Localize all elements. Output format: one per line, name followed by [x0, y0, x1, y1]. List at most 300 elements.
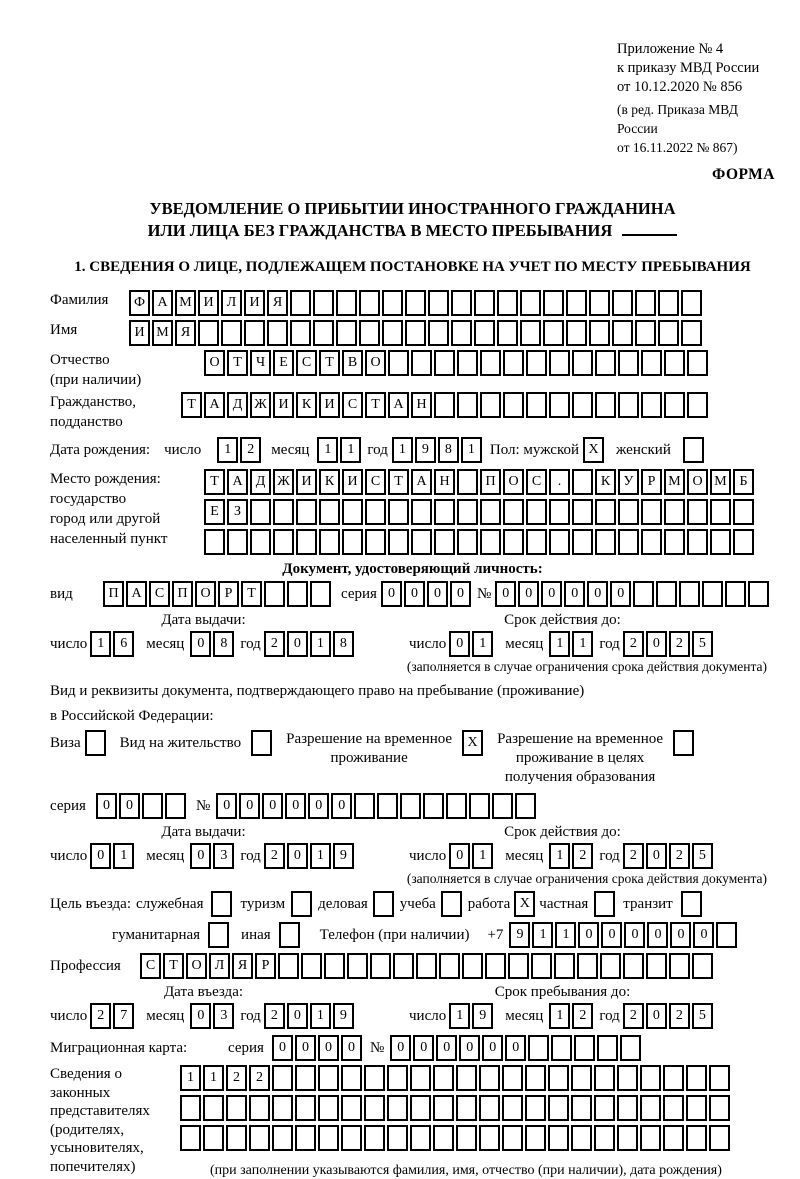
char-cell[interactable]: 0 [216, 793, 237, 819]
char-cell[interactable] [617, 1065, 638, 1091]
char-cell[interactable] [446, 793, 467, 819]
char-cell[interactable] [423, 793, 444, 819]
char-cell[interactable]: 0 [381, 581, 402, 607]
char-cell[interactable] [400, 793, 421, 819]
char-cell[interactable] [577, 953, 598, 979]
char-cell[interactable] [716, 922, 737, 948]
char-cell[interactable]: 0 [693, 922, 714, 948]
char-cell[interactable]: 0 [190, 843, 211, 869]
char-cell[interactable]: 2 [572, 1003, 593, 1029]
char-cell[interactable] [640, 1065, 661, 1091]
char-cell[interactable] [456, 1125, 477, 1151]
char-cell[interactable] [617, 1125, 638, 1151]
char-cell[interactable] [572, 469, 593, 495]
char-cell[interactable] [324, 953, 345, 979]
char-cell[interactable] [525, 1095, 546, 1121]
char-cell[interactable] [572, 350, 593, 376]
char-cell[interactable] [502, 1095, 523, 1121]
char-cell[interactable] [520, 320, 541, 346]
char-cell[interactable] [503, 499, 524, 525]
char-cell[interactable]: 0 [287, 843, 308, 869]
char-cell[interactable] [456, 1095, 477, 1121]
char-cell[interactable] [393, 953, 414, 979]
char-cell[interactable] [462, 953, 483, 979]
char-cell[interactable]: Я [267, 290, 288, 316]
char-cell[interactable] [410, 1065, 431, 1091]
char-cell[interactable] [733, 499, 754, 525]
char-cell[interactable] [433, 1095, 454, 1121]
char-cell[interactable] [681, 290, 702, 316]
char-cell[interactable] [612, 290, 633, 316]
char-cell[interactable]: 0 [90, 843, 111, 869]
char-cell[interactable]: Б [733, 469, 754, 495]
char-cell[interactable]: Т [227, 350, 248, 376]
char-cell[interactable] [457, 469, 478, 495]
char-cell[interactable]: Е [273, 350, 294, 376]
char-cell[interactable] [549, 350, 570, 376]
char-cell[interactable]: А [204, 392, 225, 418]
char-cell[interactable] [595, 499, 616, 525]
char-cell[interactable]: Ф [129, 290, 150, 316]
char-cell[interactable]: К [296, 392, 317, 418]
char-cell[interactable]: 6 [113, 631, 134, 657]
char-cell[interactable] [709, 1095, 730, 1121]
char-cell[interactable] [748, 581, 769, 607]
char-cell[interactable]: 2 [264, 1003, 285, 1029]
char-cell[interactable] [571, 1125, 592, 1151]
char-cell[interactable] [359, 290, 380, 316]
char-cell[interactable] [479, 1065, 500, 1091]
char-cell[interactable] [250, 499, 271, 525]
char-cell[interactable] [572, 529, 593, 555]
char-cell[interactable]: Д [250, 469, 271, 495]
char-cell[interactable] [710, 499, 731, 525]
char-cell[interactable]: . [549, 469, 570, 495]
char-cell[interactable]: Н [411, 392, 432, 418]
char-cell[interactable]: С [365, 469, 386, 495]
char-cell[interactable]: 0 [449, 631, 470, 657]
char-cell[interactable]: П [480, 469, 501, 495]
char-cell[interactable] [474, 290, 495, 316]
char-cell[interactable] [226, 1125, 247, 1151]
char-cell[interactable]: 0 [390, 1035, 411, 1061]
char-cell[interactable] [641, 529, 662, 555]
char-cell[interactable]: 2 [226, 1065, 247, 1091]
char-cell[interactable] [250, 529, 271, 555]
char-cell[interactable] [480, 392, 501, 418]
purpose-transit-checkbox[interactable] [681, 891, 702, 917]
char-cell[interactable]: О [195, 581, 216, 607]
char-cell[interactable]: Н [434, 469, 455, 495]
char-cell[interactable] [594, 1095, 615, 1121]
char-cell[interactable] [594, 1065, 615, 1091]
char-cell[interactable]: В [342, 350, 363, 376]
char-cell[interactable]: 2 [669, 843, 690, 869]
char-cell[interactable] [681, 320, 702, 346]
char-cell[interactable]: 0 [505, 1035, 526, 1061]
char-cell[interactable]: Ж [273, 469, 294, 495]
char-cell[interactable] [502, 1065, 523, 1091]
char-cell[interactable] [457, 499, 478, 525]
char-cell[interactable] [226, 1095, 247, 1121]
char-cell[interactable] [341, 1065, 362, 1091]
char-cell[interactable]: 0 [646, 631, 667, 657]
char-cell[interactable] [640, 1095, 661, 1121]
char-cell[interactable]: К [595, 469, 616, 495]
char-cell[interactable]: П [103, 581, 124, 607]
char-cell[interactable] [204, 529, 225, 555]
char-cell[interactable] [702, 581, 723, 607]
char-cell[interactable]: 1 [310, 843, 331, 869]
char-cell[interactable] [485, 953, 506, 979]
char-cell[interactable] [480, 350, 501, 376]
char-cell[interactable] [411, 499, 432, 525]
char-cell[interactable]: 1 [449, 1003, 470, 1029]
char-cell[interactable] [388, 499, 409, 525]
char-cell[interactable] [503, 529, 524, 555]
char-cell[interactable]: Т [204, 469, 225, 495]
char-cell[interactable]: 1 [549, 843, 570, 869]
char-cell[interactable] [574, 1035, 595, 1061]
char-cell[interactable] [641, 350, 662, 376]
char-cell[interactable] [566, 290, 587, 316]
char-cell[interactable] [480, 529, 501, 555]
temp-residence-edu-checkbox[interactable] [673, 730, 694, 756]
char-cell[interactable]: 9 [415, 437, 436, 463]
char-cell[interactable]: Ж [250, 392, 271, 418]
char-cell[interactable] [203, 1125, 224, 1151]
char-cell[interactable]: 0 [427, 581, 448, 607]
char-cell[interactable] [526, 392, 547, 418]
char-cell[interactable] [663, 1065, 684, 1091]
char-cell[interactable]: 0 [239, 793, 260, 819]
char-cell[interactable]: 0 [287, 1003, 308, 1029]
char-cell[interactable] [198, 320, 219, 346]
char-cell[interactable]: 9 [472, 1003, 493, 1029]
char-cell[interactable]: О [186, 953, 207, 979]
char-cell[interactable]: 0 [295, 1035, 316, 1061]
char-cell[interactable] [597, 1035, 618, 1061]
char-cell[interactable]: 1 [310, 1003, 331, 1029]
char-cell[interactable]: 0 [541, 581, 562, 607]
char-cell[interactable]: А [411, 469, 432, 495]
char-cell[interactable] [664, 499, 685, 525]
char-cell[interactable] [377, 793, 398, 819]
char-cell[interactable]: 0 [459, 1035, 480, 1061]
char-cell[interactable] [364, 1095, 385, 1121]
char-cell[interactable] [687, 499, 708, 525]
char-cell[interactable]: С [140, 953, 161, 979]
char-cell[interactable] [618, 529, 639, 555]
char-cell[interactable]: З [227, 499, 248, 525]
char-cell[interactable] [571, 1065, 592, 1091]
char-cell[interactable] [290, 320, 311, 346]
char-cell[interactable] [354, 793, 375, 819]
char-cell[interactable] [405, 320, 426, 346]
char-cell[interactable] [457, 350, 478, 376]
char-cell[interactable] [640, 1125, 661, 1151]
char-cell[interactable] [434, 529, 455, 555]
char-cell[interactable]: 0 [670, 922, 691, 948]
char-cell[interactable]: Ч [250, 350, 271, 376]
char-cell[interactable] [370, 953, 391, 979]
char-cell[interactable] [572, 499, 593, 525]
char-cell[interactable] [595, 350, 616, 376]
char-cell[interactable]: 1 [472, 843, 493, 869]
char-cell[interactable]: 0 [495, 581, 516, 607]
char-cell[interactable] [165, 793, 186, 819]
char-cell[interactable] [318, 1095, 339, 1121]
char-cell[interactable] [641, 499, 662, 525]
char-cell[interactable]: 2 [623, 843, 644, 869]
char-cell[interactable]: Я [232, 953, 253, 979]
char-cell[interactable] [457, 529, 478, 555]
char-cell[interactable]: 0 [646, 843, 667, 869]
char-cell[interactable] [388, 350, 409, 376]
char-cell[interactable] [709, 1125, 730, 1151]
char-cell[interactable] [709, 1065, 730, 1091]
char-cell[interactable] [733, 529, 754, 555]
char-cell[interactable]: 5 [692, 631, 713, 657]
char-cell[interactable]: Т [319, 350, 340, 376]
char-cell[interactable]: О [204, 350, 225, 376]
char-cell[interactable] [548, 1095, 569, 1121]
char-cell[interactable] [526, 350, 547, 376]
char-cell[interactable]: 0 [308, 793, 329, 819]
purpose-tourism-checkbox[interactable] [291, 891, 312, 917]
char-cell[interactable] [387, 1125, 408, 1151]
char-cell[interactable] [571, 1095, 592, 1121]
char-cell[interactable]: 0 [450, 581, 471, 607]
char-cell[interactable] [551, 1035, 572, 1061]
char-cell[interactable] [227, 529, 248, 555]
char-cell[interactable]: С [526, 469, 547, 495]
char-cell[interactable] [267, 320, 288, 346]
char-cell[interactable]: 2 [669, 631, 690, 657]
char-cell[interactable]: 0 [190, 631, 211, 657]
char-cell[interactable] [692, 953, 713, 979]
char-cell[interactable]: 5 [692, 1003, 713, 1029]
char-cell[interactable]: А [227, 469, 248, 495]
char-cell[interactable] [687, 529, 708, 555]
char-cell[interactable]: 2 [623, 1003, 644, 1029]
char-cell[interactable] [364, 1125, 385, 1151]
char-cell[interactable] [566, 320, 587, 346]
char-cell[interactable] [617, 1095, 638, 1121]
char-cell[interactable] [687, 350, 708, 376]
char-cell[interactable] [725, 581, 746, 607]
char-cell[interactable] [543, 320, 564, 346]
char-cell[interactable]: 0 [119, 793, 140, 819]
char-cell[interactable]: И [198, 290, 219, 316]
char-cell[interactable]: 9 [333, 1003, 354, 1029]
sex-female-checkbox[interactable] [683, 437, 704, 463]
char-cell[interactable]: 0 [287, 631, 308, 657]
char-cell[interactable] [503, 392, 524, 418]
char-cell[interactable] [318, 1065, 339, 1091]
char-cell[interactable]: А [126, 581, 147, 607]
char-cell[interactable]: 0 [449, 843, 470, 869]
char-cell[interactable] [664, 529, 685, 555]
char-cell[interactable] [549, 499, 570, 525]
char-cell[interactable]: 3 [213, 843, 234, 869]
char-cell[interactable]: 0 [564, 581, 585, 607]
char-cell[interactable]: 8 [213, 631, 234, 657]
char-cell[interactable] [594, 1125, 615, 1151]
char-cell[interactable] [664, 350, 685, 376]
char-cell[interactable] [434, 392, 455, 418]
char-cell[interactable] [635, 290, 656, 316]
char-cell[interactable] [589, 320, 610, 346]
char-cell[interactable] [526, 499, 547, 525]
purpose-work-checkbox[interactable]: X [514, 891, 535, 917]
char-cell[interactable] [543, 290, 564, 316]
char-cell[interactable]: 9 [509, 922, 530, 948]
purpose-business-checkbox[interactable] [373, 891, 394, 917]
char-cell[interactable]: 0 [341, 1035, 362, 1061]
char-cell[interactable] [301, 953, 322, 979]
char-cell[interactable]: 0 [436, 1035, 457, 1061]
char-cell[interactable] [341, 1125, 362, 1151]
char-cell[interactable]: Т [181, 392, 202, 418]
char-cell[interactable] [433, 1125, 454, 1151]
char-cell[interactable] [618, 350, 639, 376]
char-cell[interactable]: 1 [549, 631, 570, 657]
char-cell[interactable]: О [365, 350, 386, 376]
char-cell[interactable] [480, 499, 501, 525]
purpose-official-checkbox[interactable] [211, 891, 232, 917]
char-cell[interactable] [497, 290, 518, 316]
char-cell[interactable] [433, 1065, 454, 1091]
char-cell[interactable] [457, 392, 478, 418]
char-cell[interactable]: 1 [572, 631, 593, 657]
char-cell[interactable] [508, 953, 529, 979]
char-cell[interactable]: 1 [90, 631, 111, 657]
char-cell[interactable]: Т [388, 469, 409, 495]
char-cell[interactable]: Т [163, 953, 184, 979]
char-cell[interactable]: 0 [331, 793, 352, 819]
char-cell[interactable] [502, 1125, 523, 1151]
char-cell[interactable] [287, 581, 308, 607]
char-cell[interactable] [310, 581, 331, 607]
char-cell[interactable] [388, 529, 409, 555]
char-cell[interactable]: 0 [413, 1035, 434, 1061]
char-cell[interactable] [451, 290, 472, 316]
char-cell[interactable] [434, 499, 455, 525]
sex-male-checkbox[interactable]: X [583, 437, 604, 463]
char-cell[interactable] [411, 350, 432, 376]
char-cell[interactable]: 0 [262, 793, 283, 819]
char-cell[interactable] [656, 581, 677, 607]
char-cell[interactable] [679, 581, 700, 607]
char-cell[interactable] [618, 392, 639, 418]
char-cell[interactable]: М [152, 320, 173, 346]
char-cell[interactable]: 1 [340, 437, 361, 463]
char-cell[interactable] [549, 392, 570, 418]
char-cell[interactable]: 0 [610, 581, 631, 607]
char-cell[interactable] [531, 953, 552, 979]
char-cell[interactable]: С [296, 350, 317, 376]
char-cell[interactable]: 1 [472, 631, 493, 657]
char-cell[interactable]: 1 [317, 437, 338, 463]
char-cell[interactable] [515, 793, 536, 819]
char-cell[interactable]: 2 [623, 631, 644, 657]
char-cell[interactable]: А [152, 290, 173, 316]
char-cell[interactable] [272, 1125, 293, 1151]
char-cell[interactable]: 2 [572, 843, 593, 869]
char-cell[interactable] [365, 529, 386, 555]
char-cell[interactable]: 1 [310, 631, 331, 657]
char-cell[interactable] [142, 793, 163, 819]
char-cell[interactable] [663, 1125, 684, 1151]
char-cell[interactable] [525, 1125, 546, 1151]
char-cell[interactable] [405, 290, 426, 316]
char-cell[interactable]: 0 [404, 581, 425, 607]
char-cell[interactable]: 0 [647, 922, 668, 948]
char-cell[interactable] [456, 1065, 477, 1091]
char-cell[interactable]: 1 [180, 1065, 201, 1091]
char-cell[interactable] [620, 1035, 641, 1061]
char-cell[interactable] [669, 953, 690, 979]
char-cell[interactable] [382, 290, 403, 316]
char-cell[interactable]: 0 [518, 581, 539, 607]
char-cell[interactable]: О [687, 469, 708, 495]
char-cell[interactable]: Т [365, 392, 386, 418]
char-cell[interactable]: 0 [285, 793, 306, 819]
purpose-other-checkbox[interactable] [279, 922, 300, 948]
char-cell[interactable]: 0 [646, 1003, 667, 1029]
char-cell[interactable] [439, 953, 460, 979]
char-cell[interactable]: М [710, 469, 731, 495]
char-cell[interactable]: 2 [264, 631, 285, 657]
char-cell[interactable]: Т [241, 581, 262, 607]
char-cell[interactable]: Е [204, 499, 225, 525]
char-cell[interactable]: 2 [669, 1003, 690, 1029]
char-cell[interactable] [623, 953, 644, 979]
char-cell[interactable]: 0 [272, 1035, 293, 1061]
char-cell[interactable]: 1 [461, 437, 482, 463]
char-cell[interactable] [313, 320, 334, 346]
char-cell[interactable] [686, 1065, 707, 1091]
char-cell[interactable] [180, 1095, 201, 1121]
char-cell[interactable] [528, 1035, 549, 1061]
char-cell[interactable]: Р [641, 469, 662, 495]
char-cell[interactable]: И [319, 392, 340, 418]
char-cell[interactable]: 1 [217, 437, 238, 463]
char-cell[interactable]: А [388, 392, 409, 418]
char-cell[interactable]: 1 [532, 922, 553, 948]
char-cell[interactable] [313, 290, 334, 316]
char-cell[interactable] [180, 1125, 201, 1151]
char-cell[interactable] [319, 529, 340, 555]
char-cell[interactable]: 1 [113, 843, 134, 869]
char-cell[interactable]: 0 [190, 1003, 211, 1029]
char-cell[interactable]: К [319, 469, 340, 495]
char-cell[interactable] [278, 953, 299, 979]
char-cell[interactable]: 9 [333, 843, 354, 869]
char-cell[interactable] [272, 1065, 293, 1091]
char-cell[interactable] [686, 1125, 707, 1151]
char-cell[interactable]: 2 [240, 437, 261, 463]
char-cell[interactable] [664, 392, 685, 418]
char-cell[interactable]: С [342, 392, 363, 418]
char-cell[interactable]: О [503, 469, 524, 495]
char-cell[interactable] [595, 529, 616, 555]
char-cell[interactable]: 2 [90, 1003, 111, 1029]
char-cell[interactable] [549, 529, 570, 555]
char-cell[interactable] [492, 793, 513, 819]
char-cell[interactable]: 0 [318, 1035, 339, 1061]
